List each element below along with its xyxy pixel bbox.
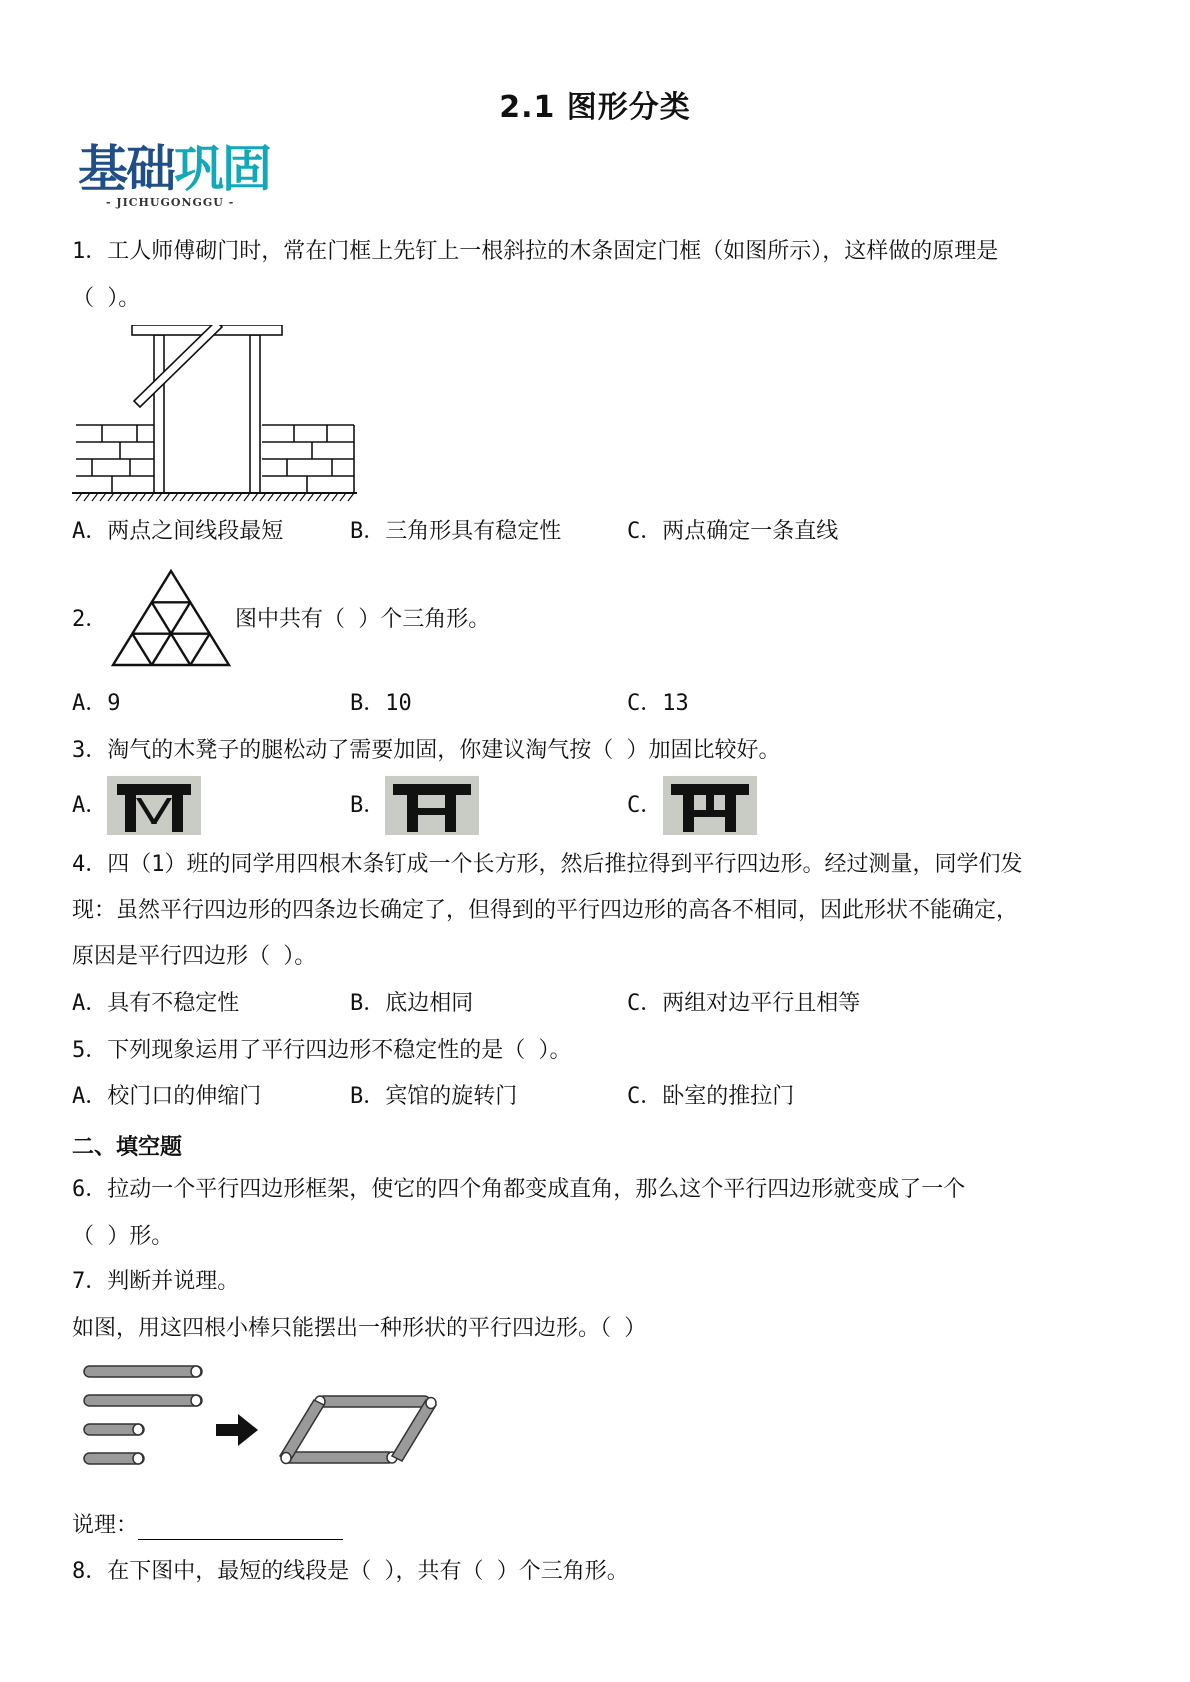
stick-parallelogram-icon (280, 1396, 436, 1464)
arrow-right-icon (216, 1414, 258, 1446)
q4-option-b[interactable]: B．底边相同 (350, 991, 474, 1016)
q1-line1: 1．工人师傅砌门时，常在门框上先钉上一根斜拉的木条固定门框（如图所示），这样做的原理是 (72, 239, 999, 264)
q2-option-a[interactable]: A．9 (72, 691, 121, 716)
q1-option-b[interactable]: B．三角形具有稳定性 (350, 519, 562, 544)
logo-part2: 巩固 (174, 140, 270, 198)
q3-text: 3．淘气的木凳子的腿松动了需要加固，你建议淘气按（ ）加固比较好。 (72, 738, 781, 763)
stool-a-icon[interactable] (107, 776, 201, 835)
page-title: 2.1 图形分类 (499, 90, 691, 125)
q1-line2: （ ）。 (72, 286, 141, 311)
q4-line3: 原因是平行四边形（ ）。 (72, 944, 317, 969)
q1-option-c[interactable]: C．两点确定一条直线 (627, 519, 839, 544)
ground-hatch-icon (76, 493, 354, 501)
q7-reason-text: 说理： (72, 1513, 139, 1538)
q3-option-a-label[interactable]: A． (72, 793, 108, 818)
left-wall-icon (76, 425, 162, 493)
stool-b-icon[interactable] (385, 776, 479, 835)
q2-option-c[interactable]: C．13 (627, 691, 689, 716)
q4-option-a[interactable]: A．具有不稳定性 (72, 991, 240, 1016)
triangle-figure (110, 568, 232, 668)
q1-option-a[interactable]: A．两点之间线段最短 (72, 519, 284, 544)
long-stick-2 (84, 1395, 202, 1406)
q7-reason-label (72, 1512, 343, 1540)
q6-line2: （ ）形。 (72, 1224, 174, 1249)
q7-reason-blank[interactable] (138, 1517, 343, 1540)
left-post (154, 335, 164, 493)
q6-line1: 6．拉动一个平行四边形框架，使它的四个角都变成直角，那么这个平行四边形就变成了一个 (72, 1177, 966, 1202)
q7-line1: 7．判断并说理。 (72, 1269, 240, 1294)
q3-option-b-label[interactable]: B． (350, 793, 386, 818)
right-post (250, 335, 260, 493)
q2-option-b[interactable]: B．10 (350, 691, 412, 716)
logo-text (78, 142, 270, 196)
long-stick-1 (84, 1366, 202, 1377)
diagonal-brace (134, 325, 222, 407)
logo-subtitle: - JICHUGONGGU - (106, 196, 235, 209)
door-frame-figure (72, 325, 357, 507)
q5-text: 5．下列现象运用了平行四边形不稳定性的是（ ）。 (72, 1038, 572, 1063)
q4-option-c[interactable]: C．两组对边平行且相等 (627, 991, 861, 1016)
section-logo (78, 142, 298, 214)
stool-c-icon[interactable] (663, 776, 757, 835)
q5-option-c[interactable]: C．卧室的推拉门 (627, 1084, 795, 1109)
q3-option-c-label[interactable]: C． (627, 793, 663, 818)
q4-line2: 现：虽然平行四边形的四条边长确定了，但得到的平行四边形的高各不相同，因此形状不能确定， (72, 898, 1019, 923)
q2-text: 图中共有（ ）个三角形。 (235, 607, 491, 632)
q4-line1: 4．四（1）班的同学用四根木条钉成一个长方形，然后推拉得到平行四边形。经过测量，同学们发 (72, 852, 1023, 877)
right-wall-icon (262, 425, 354, 493)
q5-option-a[interactable]: A．校门口的伸缩门 (72, 1084, 262, 1109)
q7-line2: 如图，用这四根小棒只能摆出一种形状的平行四边形。（ ） (72, 1316, 647, 1341)
sticks-figure (78, 1362, 458, 1472)
section-fill-in-heading: 二、填空题 (72, 1135, 183, 1160)
q2-number: 2． (72, 607, 108, 632)
q5-option-b[interactable]: B．宾馆的旋转门 (350, 1084, 518, 1109)
q8-text: 8．在下图中，最短的线段是（ ），共有（ ）个三角形。 (72, 1559, 629, 1584)
logo-part1: 基础 (78, 140, 174, 198)
